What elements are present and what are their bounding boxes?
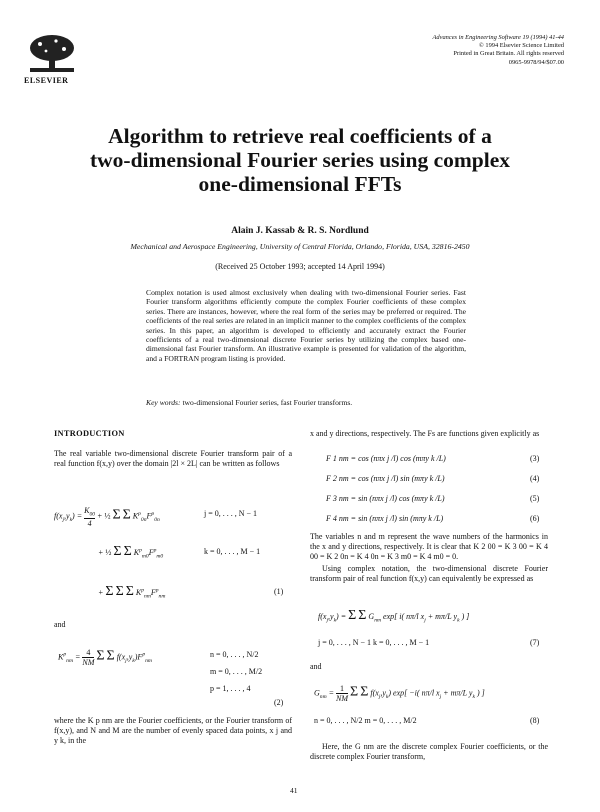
eq7-line: $f(x_j,y_k) = \Sigma$ Σ $G_{nm}$ exp[ i( nπ/l $x_j + m\pi/L$ $y_k$ ) ] (318, 608, 470, 624)
eq2-range-p: p = 1, . . . , 4 (210, 684, 251, 693)
and-text-right: and (310, 662, 322, 671)
abstract: Complex notation is used almost exclusively when dealing with two-dimensional Fourier series. Fast Fourier transform algorithms efficiently compute the complex Fourier coefficients of these complex series. There are instances, however, where the real form of the series may be preferred or required. The coefficients of the real series are related in an implicit manner to the complex coefficients of the complex series. In this paper, an algorithm is developed to efficiently and accurately extract the Fourier coefficients of a real two-dimensional discrete Fourier series by utilizing the complex based one-dimensional fast Fourier transform. An illustrative example is presented for validation of the algorithm, and a FORTRAN program listing is provided. (146, 288, 466, 363)
eq8-line: $G_{nm}$ = $\frac{1}{NM}$ Σ Σ $f(x_j,y_k)$ exp[ −i( nπ/l $x_j + m\pi/L$ $y_k$ ) ] (314, 684, 485, 703)
eq1-number: (1) (274, 587, 284, 596)
eq8-range: n = 0, . . . , N/2 m = 0, . . . , M/2 (314, 716, 417, 725)
paper-title (40, 124, 560, 196)
right-paragraph-3: Using complex notation, the two-dimensional discrete Fourier transform pair of real function f(x,y) can equivalently be expressed as (310, 564, 548, 584)
keywords (146, 398, 466, 407)
received-dates: (Received 25 October 1993; accepted 14 April 1994) (215, 262, 385, 271)
elsevier-tree-logo (26, 34, 78, 74)
authors: Alain J. Kassab & R. S. Nordlund (231, 226, 369, 236)
eq7-number: (7) (530, 638, 540, 647)
publisher-logo-text: ELSEVIER (24, 76, 69, 85)
section-heading-introduction: INTRODUCTION (54, 429, 125, 438)
title-line-3: one-dimensional FFTs (198, 172, 402, 196)
eq5-number: (5) (530, 494, 540, 503)
and-text-left: and (54, 620, 66, 629)
title-line-2: two-dimensional Fourier series using complex (89, 148, 511, 172)
right-paragraph-2: The variables n and m represent the wave numbers of the harmonics in the x and y directions, respectively. It is clear that K 2 00 = K 3 00 = K 4 00 = K 2 0n = K 4 0n = K 3 m0 = K 4 m0 = 0. (310, 532, 548, 562)
eq4: F 2 nm = cos (nπx j /l) sin (mπy k /L) (326, 474, 445, 483)
keywords-label: Key words: (146, 398, 181, 407)
copyright-line: © 1994 Elsevier Science Limited (478, 42, 564, 50)
intro-paragraph-2: where the K p nm are the Fourier coefficients, or the Fourier transform of f(x,y), and N and M are the number of evenly spaced data points, x j and y k, in the (54, 716, 292, 746)
equation-8 (310, 676, 548, 740)
eq2-line: $K^p_{nm}$ = $\frac{4}{NM}$ Σ Σ $f(x_j,y_k)F^p_{nm}$ (58, 648, 152, 667)
intro-paragraph-1: The real variable two-dimensional discrete Fourier transform pair of a real function f(x,y) over the domain |2l × 2L| can be written as follows (54, 449, 292, 469)
equation-7 (310, 598, 548, 658)
eq3-number: (3) (530, 454, 540, 463)
affiliation: Mechanical and Aerospace Engineering, University of Central Florida, Orlando, Florida, USA, 32816-2450 (130, 242, 470, 251)
issn-line: 0965-9978/94/$07.00 (508, 58, 564, 66)
eq1-range-2: k = 0, . . . , M − 1 (204, 547, 261, 556)
eq4-number: (4) (530, 474, 540, 483)
keywords-text: two-dimensional Fourier series, fast Fourier transforms. (182, 398, 353, 407)
journal-metadata (433, 34, 564, 67)
eq1-line-1: $f(x_j,y_k)$ = $\frac{K_{00}}{4}$ + ½ Σ Σ $K^p_{0n}F^p_{0n}$ (54, 506, 160, 528)
page-number: 41 (290, 786, 298, 795)
eq2-number: (2) (274, 698, 284, 707)
equations-3-6 (310, 454, 548, 530)
right-paragraph-4: Here, the G nm are the discrete complex Fourier coefficients, or the discrete complex Fourier transform, (310, 742, 548, 762)
eq1-range-1: j = 0, . . . , N − 1 (204, 509, 258, 518)
eq7-range: j = 0, . . . , N − 1 k = 0, . . . , M − 1 (318, 638, 430, 647)
journal-citation: Advances in Engineering Software 19 (1994) 41-44 (432, 34, 564, 41)
printed-line: Printed in Great Britain. All rights reserved (453, 50, 564, 58)
eq3: F 1 nm = cos (nπx j /l) cos (mπy k /L) (326, 454, 446, 463)
equation-2 (54, 640, 292, 710)
eq2-range-m: m = 0, . . . , M/2 (210, 667, 263, 676)
eq8-number: (8) (530, 716, 540, 725)
eq6: F 4 nm = sin (nπx j /l) sin (mπy k /L) (326, 514, 444, 523)
eq1-line-3: + Σ Σ Σ $K^p_{nm}F^p_{nm}$ (98, 584, 166, 600)
equation-1 (54, 494, 292, 610)
eq1-line-2: + ½ Σ Σ $K^p_{m0}F^p_{m0}$ (98, 544, 164, 560)
title-line-1: Algorithm to retrieve real coefficients of a (108, 124, 492, 148)
right-paragraph-1: x and y directions, respectively. The Fs are functions given explicitly as (310, 429, 540, 438)
eq2-range-n: n = 0, . . . , N/2 (210, 650, 259, 659)
eq5: F 3 nm = sin (nπx j /l) cos (mπy k /L) (326, 494, 445, 503)
eq6-number: (6) (530, 514, 540, 523)
